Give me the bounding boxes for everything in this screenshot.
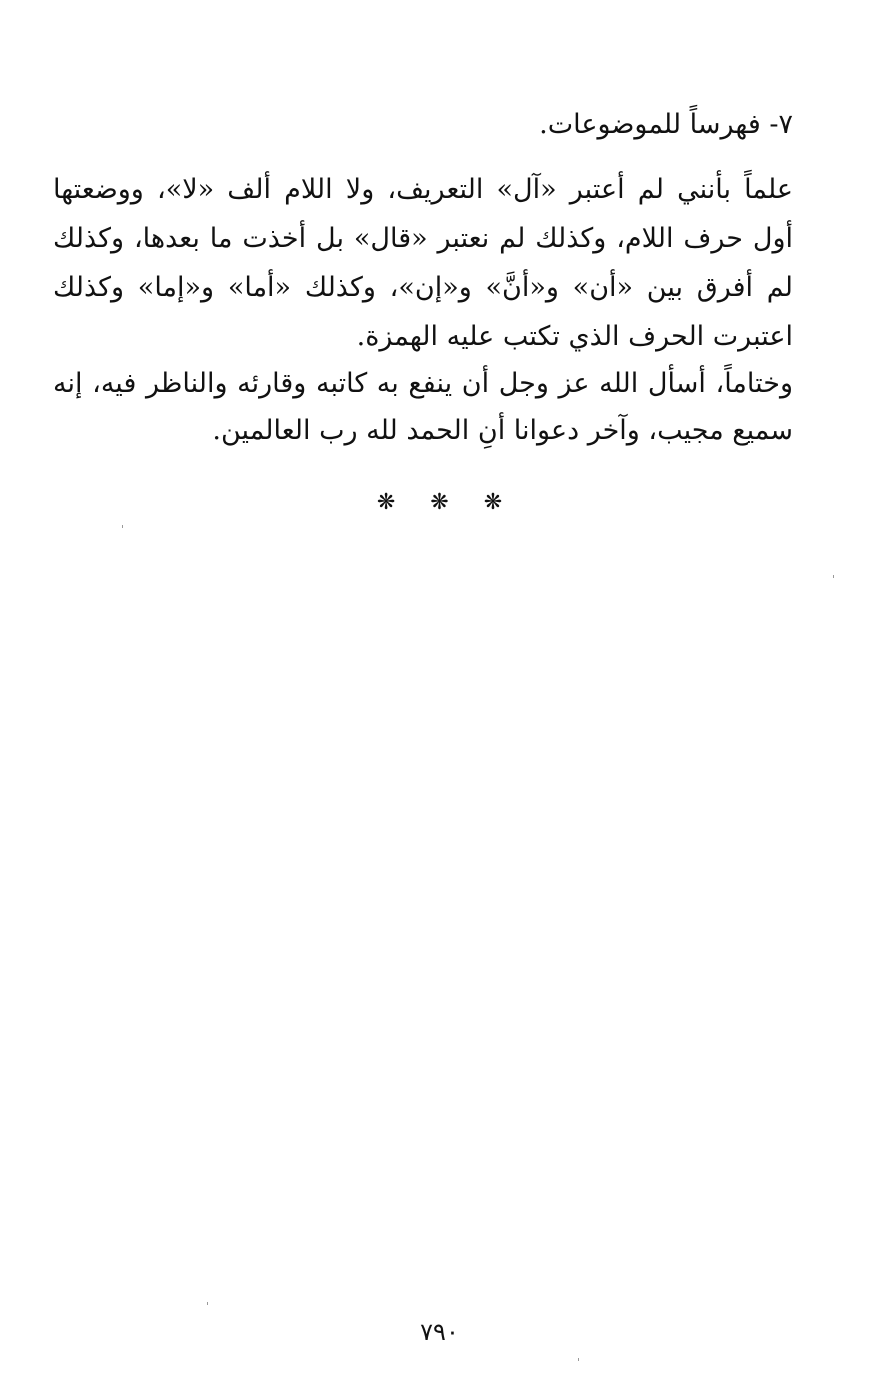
page-number: ٧٩٠ [420,1318,459,1346]
list-item-7: ٧- فهرساً للموضوعات. [539,109,793,140]
paragraph-2-text: وختاماً، أسأل الله عز وجل أن ينفع به كاتبه وقارئه والناظر فيه، إنه سميع مجيب، وآخر دعوانا أنِ الحمد لله رب العالمين. [53,368,793,446]
paragraph-2 [53,360,793,454]
scan-speck [122,525,123,528]
paragraph-1-text: علماً بأنني لم أعتبر «آل» التعريف، ولا اللام ألف «لا»، ووضعتها أول حرف اللام، وكذلك لم نعتبر «قال» بل أخذت ما بعدها، وكذلك لم أفرق بين «أن» و«أنَّ» و«إن»، وكذلك «أما» و«إما» وكذلك اعتبرت الحرف الذي تكتب عليه الهمزة. [53,174,793,352]
asterism-icon: ❋ [430,490,449,515]
scan-speck [207,1302,208,1305]
asterism-icon: ❋ [376,490,396,515]
scan-speck [833,575,834,578]
asterism-icon: ❋ [483,490,503,515]
section-separator [0,490,879,515]
scan-speck [578,1358,579,1361]
paragraph-1 [53,165,793,361]
